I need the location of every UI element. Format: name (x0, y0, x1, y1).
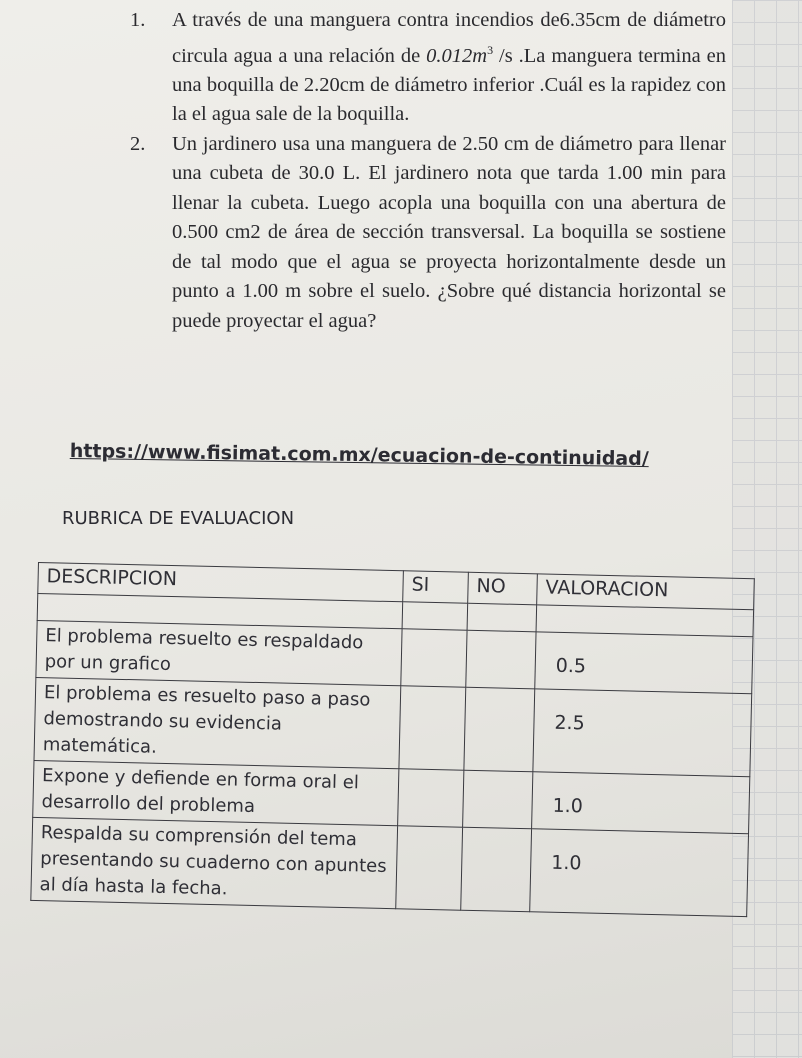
problem-1-text-start: A través de una manguera contra incendios de6.35cm de diámetro circula agua a una relación de (172, 9, 726, 67)
si-cell (398, 769, 464, 827)
header-si: SI (403, 571, 469, 603)
row-description: El problema resuelto es respaldado por un grafico (36, 620, 402, 685)
row-valoracion: 1.0 (532, 772, 750, 834)
rubric-row (34, 677, 752, 776)
blank-cell (467, 603, 537, 632)
header-valoracion: VALORACION (537, 574, 755, 610)
reference-link[interactable]: https://www.fisimat.com.mx/ecuacion-de-continuidad/ (69, 440, 649, 471)
problem-2 (130, 130, 726, 337)
problem-1-flow-exponent: 3 (487, 42, 494, 57)
row-description: El problema es resuelto paso a paso demostrando su evidencia matemática. (34, 677, 401, 768)
rubric-table (30, 562, 755, 917)
row-description: Respalda su comprensión del tema presentando su cuaderno con apuntes al día hasta la fecha. (31, 817, 398, 908)
blank-cell (402, 602, 468, 630)
no-cell (463, 770, 533, 829)
problem-2-text: Un jardinero usa una manguera de 2.50 cm de diámetro para llenar una cubeta de 30.0 L. El jardinero nota que tarda 1.00 min para llenar la cubeta. Luego acopla una boquilla con una abertura de 0.500 cm2 de área de sección transversal. La boquilla se sostiene de tal modo que el agua se proyecta horizontalmente desde un punto a 1.00 m sobre el suelo. ¿Sobre qué distancia horizontal se puede proyectar el agua? (172, 132, 726, 332)
row-valoracion: 1.0 (530, 829, 749, 917)
rubric-title: RUBRICA DE EVALUACION (62, 508, 295, 529)
header-no: NO (468, 572, 538, 605)
no-cell (466, 630, 536, 689)
si-cell (399, 686, 466, 770)
si-cell (396, 826, 463, 910)
header-descripcion: DESCRIPCION (38, 563, 404, 602)
problem-1 (130, 6, 726, 130)
problem-2-number: 2. (130, 132, 146, 155)
no-cell (461, 827, 532, 912)
problem-list (130, 6, 726, 336)
problem-1-flow-value: 0.012m (426, 44, 488, 67)
no-cell (464, 687, 535, 772)
problem-1-text-end: /s .La manguera termina en una boquilla de 2.20cm de diámetro inferior .Cuál es la rapidez con la el agua sale de la boquilla. (172, 44, 727, 126)
problem-1-number: 1. (130, 9, 146, 31)
row-valoracion: 2.5 (533, 689, 752, 777)
row-valoracion: 0.5 (535, 632, 753, 694)
si-cell (401, 629, 467, 687)
rubric-row (31, 817, 749, 916)
row-description: Expone y defiende en forma oral el desarrollo del problema (33, 760, 399, 825)
